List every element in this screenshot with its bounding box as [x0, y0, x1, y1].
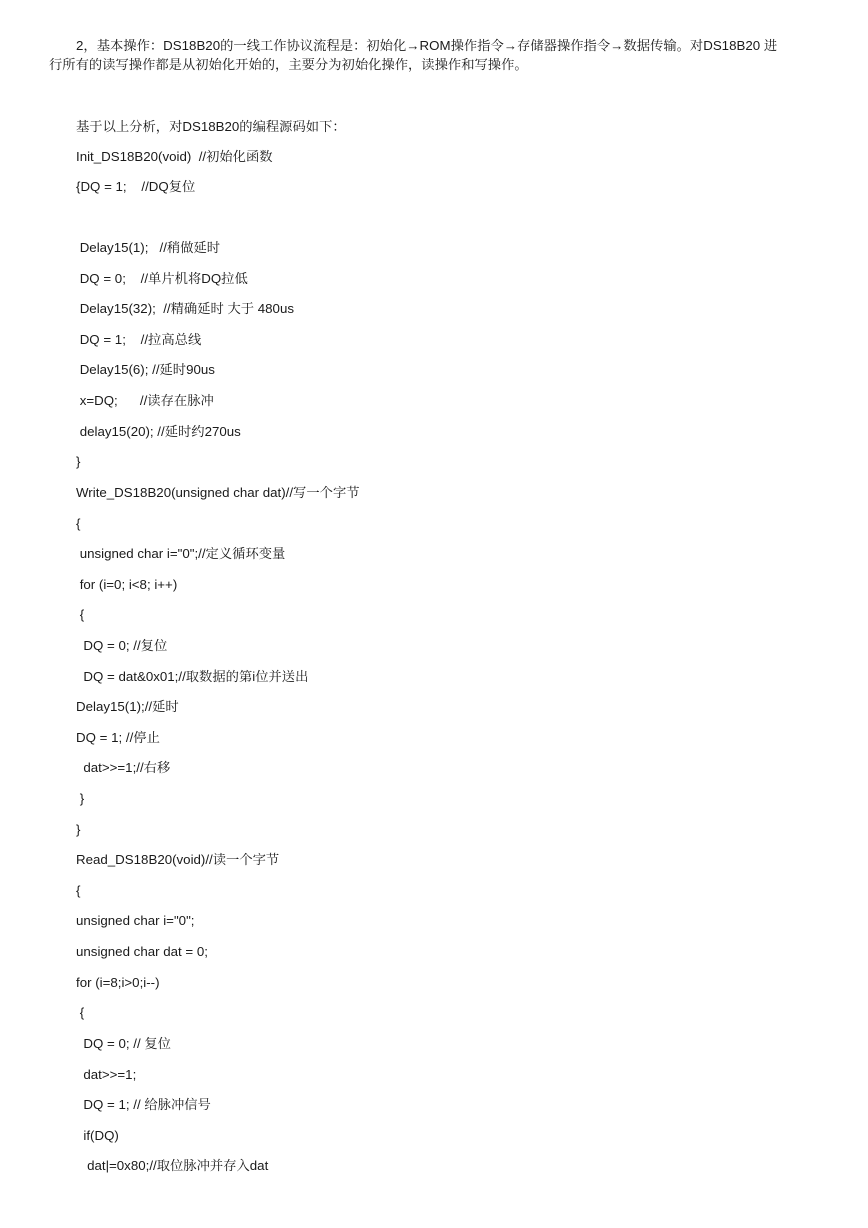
- code-line: Delay15(1); //稍做延时: [76, 240, 221, 255]
- code-line: DQ = 1; // 给脉冲信号: [76, 1097, 211, 1112]
- code-line: {DQ = 1; //DQ复位: [76, 179, 196, 194]
- code-line: DQ = 0; //复位: [76, 638, 168, 653]
- code-line: Delay15(32); //精确延时 大于 480us: [76, 301, 294, 316]
- code-line: Delay15(1);//延时: [76, 699, 179, 714]
- intro-paragraph: [49, 36, 821, 74]
- code-line: 基于以上分析，对DS18B20的编程源码如下：: [76, 119, 346, 134]
- code-line: {: [76, 1005, 85, 1020]
- intro-line-2: 行所有的读写操作都是从初始化开始的，主要分为初始化操作，读操作和写操作。: [49, 57, 528, 72]
- code-line: }: [76, 791, 85, 806]
- code-line: DQ = dat&0x01;//取数据的第i位并送出: [76, 669, 309, 684]
- code-line: }: [76, 454, 81, 469]
- code-line: DQ = 1; //停止: [76, 730, 160, 745]
- code-line: {: [76, 883, 81, 898]
- code-line: unsigned char i="0";//定义循环变量: [76, 546, 286, 561]
- code-line: dat>>=1;//右移: [76, 760, 171, 775]
- code-line: dat>>=1;: [76, 1067, 137, 1082]
- code-line: }: [76, 822, 81, 837]
- code-line: DQ = 0; //单片机将DQ拉低: [76, 271, 248, 286]
- code-line: for (i=8;i>0;i--): [76, 975, 160, 990]
- code-line: unsigned char i="0";: [76, 913, 195, 928]
- code-line: delay15(20); //延时约270us: [76, 424, 241, 439]
- intro-line-1: 2，基本操作：DS18B20的一线工作协议流程是：初始化→ROM操作指令→存储器操作指令→数据传输。对DS18B20 进: [76, 38, 778, 53]
- code-line: Init_DS18B20(void) //初始化函数: [76, 149, 273, 164]
- code-line: DQ = 1; //拉高总线: [76, 332, 202, 347]
- code-line: DQ = 0; // 复位: [76, 1036, 171, 1051]
- code-line: if(DQ): [76, 1128, 119, 1143]
- code-line: unsigned char dat = 0;: [76, 944, 208, 959]
- code-line: Read_DS18B20(void)//读一个字节: [76, 852, 280, 867]
- code-line: Delay15(6); //延时90us: [76, 362, 215, 377]
- code-line: Write_DS18B20(unsigned char dat)//写一个字节: [76, 485, 360, 500]
- code-line: for (i=0; i<8; i++): [76, 577, 178, 592]
- code-line: {: [76, 607, 85, 622]
- code-line: x=DQ; //读存在脉冲: [76, 393, 214, 408]
- code-line: {: [76, 516, 81, 531]
- code-line: dat|=0x80;//取位脉冲并存入dat: [76, 1158, 269, 1173]
